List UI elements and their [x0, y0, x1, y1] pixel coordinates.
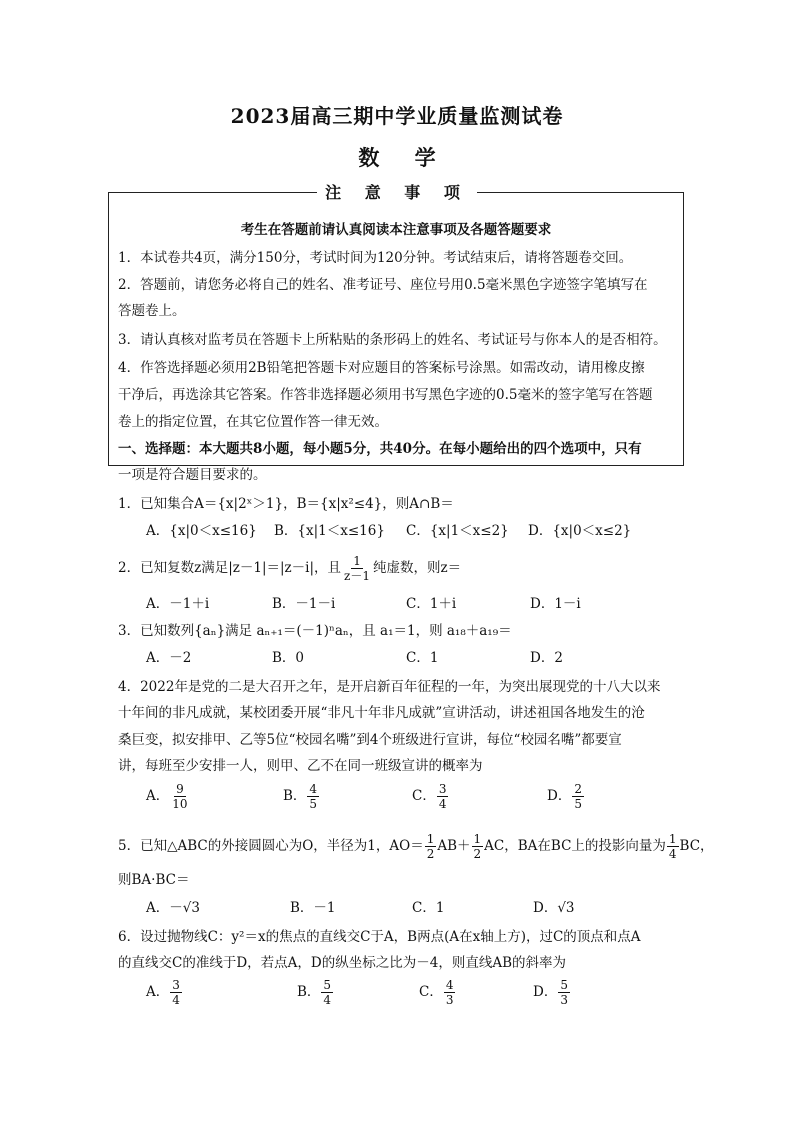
question-4-line: 4．2022年是党的二是大召开之年，是开启新百年征程的一年，为突出展现党的十八大以来 [118, 679, 661, 695]
q2-fraction [342, 554, 372, 583]
q5-stem-a: 5．已知△ABC的外接圆圆心为O，半径为1，AO＝ [118, 838, 424, 854]
q4-a-num: 9 [176, 782, 184, 796]
q5-option-b: B．－1 [290, 900, 336, 916]
q1-option-a: A．{x|0＜x≤16} [146, 523, 257, 539]
q2-frac-num: 1 [353, 554, 361, 568]
q6-option-b [297, 978, 334, 1007]
q5-f1-num: 1 [426, 832, 435, 846]
q4-a-den: 10 [172, 797, 188, 811]
q6-option-c-frac [444, 978, 456, 1007]
notice-heading: 考生在答题前请认真阅读本注意事项及各题答题要求 [240, 222, 552, 238]
q3-option-a: A．－2 [146, 650, 192, 666]
question-4-line: 十年间的非凡成就，某校团委开展“非凡十年非凡成就”宣讲活动，讲述祖国各地发生的沧 [118, 705, 645, 721]
notice-title-text: 注 意 事 项 [317, 183, 477, 202]
q4-d-num: 2 [574, 782, 582, 796]
q4-b-den: 5 [309, 797, 318, 811]
q4-option-a-frac [170, 782, 189, 811]
page-title: 2023届高三期中学业质量监测试卷 [230, 104, 564, 128]
q4-option-b [283, 782, 320, 811]
q5-option-c: C．1 [412, 900, 445, 916]
q5-f2-num: 1 [473, 832, 482, 846]
q3-option-b: B．0 [272, 650, 305, 666]
q6-option-b-label: B． [297, 984, 321, 1000]
q4-option-c [412, 782, 449, 811]
q4-option-a-label: A． [146, 788, 170, 804]
q6-option-d [533, 978, 571, 1007]
q6-d-den: 3 [560, 993, 568, 1007]
notice-item: 4．作答选择题必须用2B铅笔把答题卡对应题目的答案标号涂黑。如需改动，请用橡皮擦 [118, 360, 645, 376]
q4-option-c-label: C． [412, 788, 436, 804]
q5-option-d: D．√3 [533, 900, 575, 916]
q5-f3-den: 4 [668, 847, 677, 861]
notice-item: 2．答题前，请您务必将自己的姓名、准考证号、座位号用0.5毫米黑色字迹签字笔填写在 [118, 277, 648, 293]
q4-option-c-frac [437, 782, 449, 811]
q6-option-a [146, 978, 183, 1007]
notice-item: 干净后，再选涂其它答案。作答非选择题必须用书写黑色字迹的0.5毫米的签字笔写在答题 [118, 387, 653, 403]
q6-option-a-frac [170, 978, 182, 1007]
q2-option-a: A．－1＋i [146, 596, 210, 612]
q2-stem-a: 2．已知复数z满足|z－1|＝|z－i|，且 [118, 560, 342, 576]
q4-option-b-frac [307, 782, 319, 811]
q2-option-c: C．1＋i [406, 596, 457, 612]
q2-stem-b: 纯虚数，则z＝ [373, 560, 462, 576]
question-6-line: 的直线交C的准线于D，若点A，D的纵坐标之比为－4，则直线AB的斜率为 [118, 955, 566, 971]
subject-title: 数 学 [358, 145, 450, 170]
q5-option-a: A．－√3 [146, 900, 200, 916]
q6-option-c [419, 978, 456, 1007]
question-5-stem [118, 832, 714, 861]
section-heading-cont: 一项是符合题目要求的。 [118, 467, 267, 483]
q4-option-a [146, 782, 191, 811]
notice-item: 卷上的指定位置，在其它位置作答一律无效。 [118, 414, 388, 430]
question-6-line: 6．设过抛物线C：y²＝x的焦点的直线交C于A，B两点(A在x轴上方)，过C的顶点和点A [118, 929, 641, 945]
q4-c-den: 4 [438, 797, 447, 811]
q5-f1-den: 2 [426, 847, 435, 861]
q4-d-den: 5 [574, 797, 582, 811]
q6-b-den: 4 [323, 993, 332, 1007]
q6-a-den: 4 [172, 993, 180, 1007]
q4-b-num: 4 [309, 782, 318, 796]
question-3-stem: 3．已知数列{aₙ}满足 aₙ₊₁＝(－1)ⁿaₙ，且 a₁＝1，则 a₁₈＋a₁₉＝ [118, 623, 512, 639]
question-2-stem [118, 554, 461, 583]
question-4-line: 桑巨变，拟安排甲、乙等5位“校园名嘴”到4个班级进行宣讲，每位“校园名嘴”都要宣 [118, 732, 622, 748]
q5-stem-d: BC， [679, 838, 714, 854]
notice-title [0, 180, 794, 203]
question-5-line2: 则BA·BC＝ [118, 872, 190, 888]
notice-item: 1．本试卷共4页，满分150分，考试时间为120分钟。考试结束后，请将答题卷交回。 [118, 250, 633, 266]
q4-option-b-label: B． [283, 788, 307, 804]
question-1-stem: 1．已知集合A＝{x|2ˣ＞1}，B＝{x|x²≤4}，则A∩B＝ [118, 496, 454, 512]
q6-b-num: 5 [323, 978, 332, 992]
q1-option-d: D．{x|0＜x≤2} [528, 523, 632, 539]
q1-option-c: C．{x|1＜x≤2} [406, 523, 509, 539]
notice-item: 答题卷上。 [118, 303, 186, 319]
q6-option-a-label: A． [146, 984, 170, 1000]
question-4-line: 讲，每班至少安排一人，则甲、乙不在同一班级宣讲的概率为 [118, 758, 483, 774]
q2-option-d: D．1－i [530, 596, 581, 612]
q5-f3-num: 1 [668, 832, 677, 846]
q6-a-num: 3 [172, 978, 180, 992]
q6-c-den: 3 [445, 993, 454, 1007]
q5-frac-3 [667, 832, 679, 861]
q1-option-b: B．{x|1＜x≤16} [274, 523, 385, 539]
q6-c-num: 4 [445, 978, 454, 992]
q6-option-c-label: C． [419, 984, 443, 1000]
notice-item: 3．请认真核对监考员在答题卡上所粘贴的条形码上的姓名、考试证号与你本人的是否相符。 [118, 332, 667, 348]
q5-stem-c: AC，BA在BC上的投影向量为 [484, 838, 666, 854]
q4-option-d-label: D． [547, 788, 572, 804]
q2-option-b: B．－1－i [272, 596, 336, 612]
q4-option-d-frac [572, 782, 584, 811]
q3-option-d: D．2 [530, 650, 563, 666]
q5-stem-b: AB＋ [437, 838, 471, 854]
q6-option-b-frac [321, 978, 333, 1007]
q6-d-num: 5 [560, 978, 568, 992]
q4-c-num: 3 [438, 782, 447, 796]
section-heading: 一、选择题：本大题共8小题，每小题5分，共40分。在每小题给出的四个选项中，只有 [118, 441, 642, 457]
q5-f2-den: 2 [473, 847, 482, 861]
q5-frac-1 [425, 832, 437, 861]
q4-option-d [547, 782, 585, 811]
q3-option-c: C．1 [406, 650, 439, 666]
q6-option-d-frac [558, 978, 570, 1007]
q6-option-d-label: D． [533, 984, 558, 1000]
q2-frac-den: z－1 [344, 569, 370, 583]
q5-frac-2 [472, 832, 484, 861]
